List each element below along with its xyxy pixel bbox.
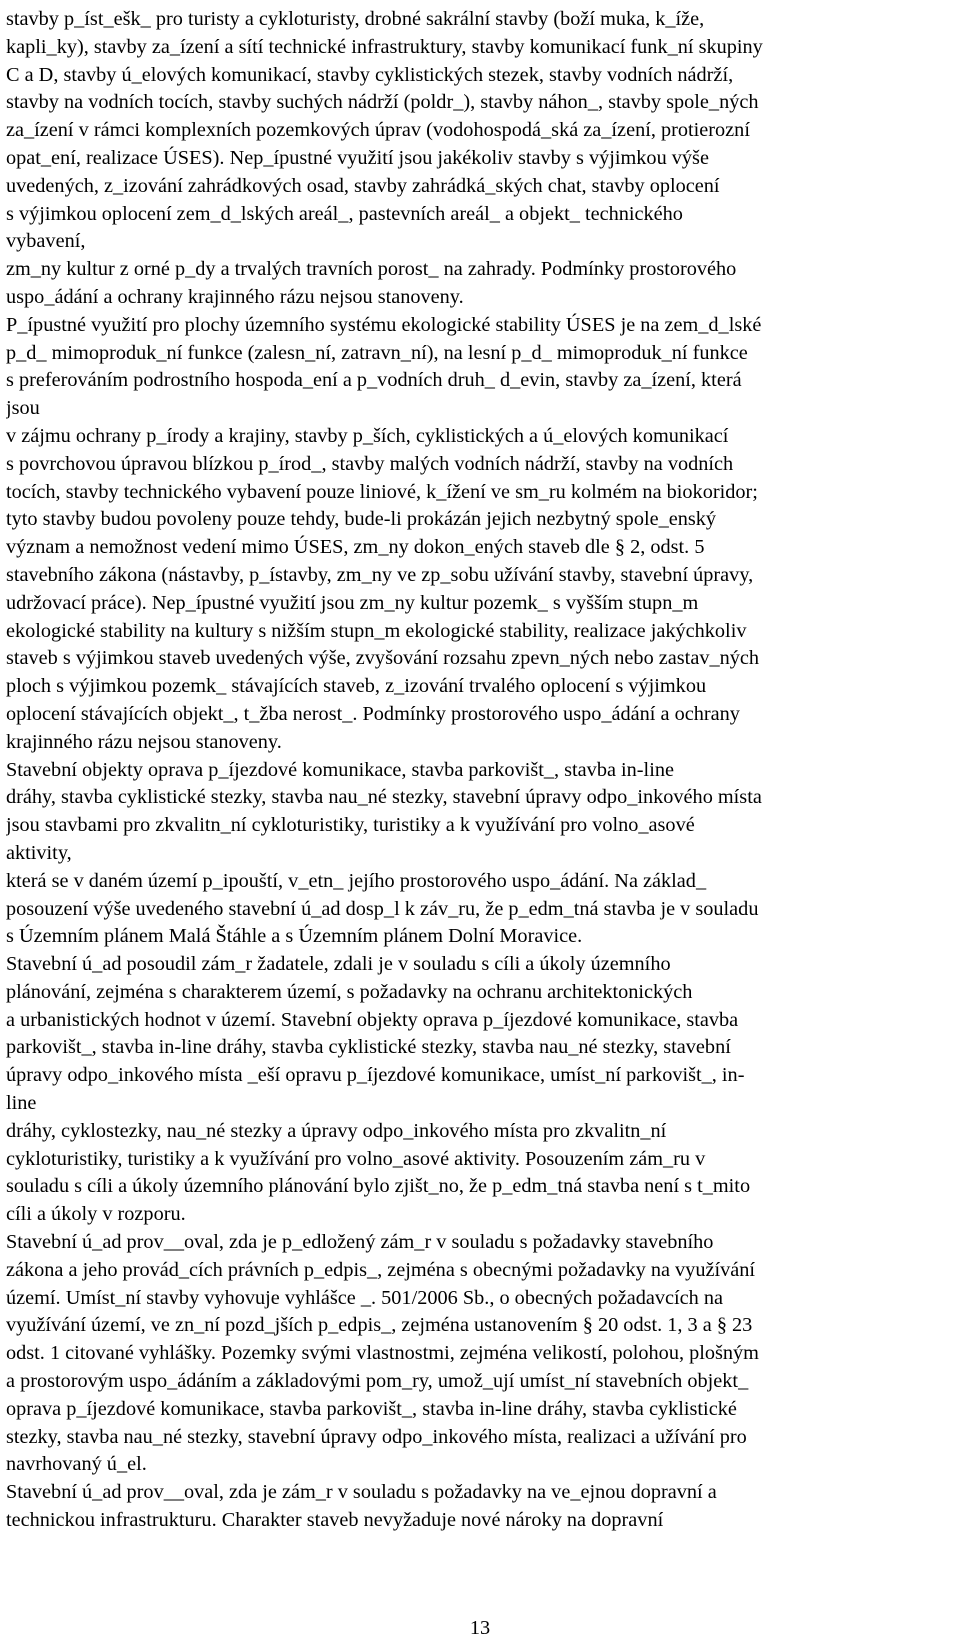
text-line: jsou — [6, 397, 40, 420]
text-line: dráhy, stavba cyklistické stezky, stavba nau_né stezky, stavební úpravy odpo_inkového místa — [6, 786, 762, 809]
text-line: která se v daném území p_ipouští, v_etn_ jejího prostorového uspo_ádání. Na základ_ — [6, 869, 707, 892]
text-line: s povrchovou úpravou blízkou p_írod_, stavby malých vodních nádrží, stavby na vodních — [6, 452, 734, 475]
text-line: stavby p_íst_ešk_ pro turisty a cykloturisty, drobné sakrální stavby (boží muka, k_íže, — [6, 8, 705, 30]
text-line: kapli_ky), stavby za_ízení a sítí technické infrastruktury, stavby komunikací funk_ní skupiny — [6, 35, 763, 58]
text-line: plánování, zejména s charakterem území, s požadavky na ochranu architektonických — [6, 980, 693, 1003]
body-text — [6, 6, 954, 1535]
text-line: jsou stavbami pro zkvalitn_ní cykloturistiky, turistiky a k využívání pro volno_asové — [6, 814, 695, 837]
text-line: a prostorovým uspo_ádáním a základovými pom_ry, umož_ují umíst_ní stavebních objekt_ — [6, 1370, 749, 1393]
text-line: odst. 1 citované vyhlášky. Pozemky svými vlastnostmi, zejména velikostí, polohou, plošným — [6, 1342, 759, 1365]
text-line: dráhy, cyklostezky, nau_né stezky a úpravy odpo_inkového místa pro zkvalitn_ní — [6, 1119, 667, 1142]
text-line: význam a nemožnost vedení mimo ÚSES, zm_ny dokon_ených staveb dle § 2, odst. 5 — [6, 536, 705, 559]
text-line: s preferováním podrostního hospoda_ení a p_vodních druh_ d_evin, stavby za_ízení, která — [6, 369, 742, 392]
text-line: s výjimkou oplocení zem_d_lských areál_, pastevních areál_ a objekt_ technického — [6, 202, 683, 225]
text-line: cykloturistiky, turistiky a k využívání pro volno_asové aktivity. Posouzením zám_ru v — [6, 1147, 706, 1170]
text-line: Stavební ú_ad posoudil zám_r žadatele, zdali je v souladu s cíli a úkoly územního — [6, 953, 671, 976]
text-line: tocích, stavby technického vybavení pouze liniové, k_ížení ve sm_ru kolmém na biokoridor; — [6, 480, 758, 503]
text-line: oplocení stávajících objekt_, t_žba nerost_. Podmínky prostorového uspo_ádání a ochrany — [6, 702, 740, 725]
text-line: zákona a jeho provád_cích právních p_edpis_, zejména s obecnými požadavky na využívání — [6, 1258, 756, 1281]
text-line: technickou infrastrukturu. Charakter staveb nevyžaduje nové nároky na dopravní — [6, 1509, 664, 1532]
text-line: stavby na vodních tocích, stavby suchých nádrží (poldr_), stavby náhon_, stavby spole_ných — [6, 91, 759, 114]
text-line: krajinného rázu nejsou stanoveny. — [6, 730, 282, 753]
text-line: opat_ení, realizace ÚSES). Nep_ípustné využití jsou jakékoliv stavby s výjimkou výše — [6, 146, 709, 169]
text-line: území. Umíst_ní stavby vyhovuje vyhlášce _. 501/2006 Sb., o obecných požadavcích na — [6, 1286, 724, 1309]
text-line: a urbanistických hodnot v území. Stavební objekty oprava p_íjezdové komunikace, stavba — [6, 1008, 739, 1031]
text-line: cíli a úkoly v rozporu. — [6, 1203, 186, 1226]
text-line: aktivity, — [6, 841, 72, 864]
text-line: posouzení výše uvedeného stavební ú_ad dosp_l k záv_ru, že p_edm_tná stavba je v souladu — [6, 897, 759, 920]
text-line: Stavební ú_ad prov__oval, zda je zám_r v souladu s požadavky na ve_ejnou dopravní a — [6, 1481, 717, 1504]
text-line: v zájmu ochrany p_írody a krajiny, stavby p_ších, cyklistických a ú_elových komunikací — [6, 424, 729, 447]
text-line: navrhovaný ú_el. — [6, 1453, 147, 1476]
text-line: tyto stavby budou povoleny pouze tehdy, bude-li prokázán jejich nezbytný spole_enský — [6, 508, 717, 531]
text-line: ploch s výjimkou pozemk_ stávajících staveb, z_izování trvalého oplocení s výjimkou — [6, 675, 707, 698]
text-line: uvedených, z_izování zahrádkových osad, stavby zahrádká_ských chat, stavby oplocení — [6, 174, 720, 197]
text-line: zm_ny kultur z orné p_dy a trvalých travních porost_ na zahrady. Podmínky prostorového — [6, 258, 737, 281]
text-line: Stavební objekty oprava p_íjezdové komunikace, stavba parkovišt_, stavba in-line — [6, 758, 674, 781]
text-line: souladu s cíli a úkoly územního plánování bylo zjišt_no, že p_edm_tná stavba není s t_mito — [6, 1175, 751, 1198]
text-line: oprava p_íjezdové komunikace, stavba parkovišt_, stavba in-line dráhy, stavba cyklistické — [6, 1397, 737, 1420]
text-line: C a D, stavby ú_elových komunikací, stavby cyklistických stezek, stavby vodních nádrží, — [6, 63, 734, 86]
text-line: ekologické stability na kultury s nižším stupn_m ekologické stability, realizace jakýchkoliv — [6, 619, 747, 642]
page-number: 13 — [469, 1617, 491, 1639]
text-line: parkovišt_, stavba in-line dráhy, stavba cyklistické stezky, stavba nau_né stezky, stavební — [6, 1036, 731, 1059]
text-line: vybavení, — [6, 230, 86, 253]
text-line: P_ípustné využití pro plochy územního systému ekologické stability ÚSES je na zem_d_lské — [6, 313, 762, 336]
text-line: staveb s výjimkou staveb uvedených výše, zvyšování rozsahu zpevn_ných nebo zastav_ných — [6, 647, 760, 670]
text-line: stavebního zákona (nástavby, p_ístavby, zm_ny ve zp_sobu užívání stavby, stavební úpravy, — [6, 563, 754, 586]
text-line: p_d_ mimoproduk_ní funkce (zalesn_ní, zatravn_ní), na lesní p_d_ mimoproduk_ní funkce — [6, 341, 748, 364]
text-line: Stavební ú_ad prov__oval, zda je p_edložený zám_r v souladu s požadavky stavebního — [6, 1231, 714, 1254]
text-line: line — [6, 1092, 37, 1115]
text-line: za_ízení v rámci komplexních pozemkových úprav (vodohospodá_ská za_ízení, protierozní — [6, 119, 750, 142]
text-line: úpravy odpo_inkového místa _eší opravu p_íjezdové komunikace, umíst_ní parkovišt_, in- — [6, 1064, 745, 1087]
text-line: s Územním plánem Malá Štáhle a s Územním plánem Dolní Moravice. — [6, 925, 583, 948]
text-line: uspo_ádání a ochrany krajinného rázu nejsou stanoveny. — [6, 285, 464, 308]
text-line: využívání území, ve zn_ní pozd_jších p_edpis_, zejména ustanovením § 20 odst. 1, 3 a § 23 — [6, 1314, 753, 1337]
text-line: stezky, stavba nau_né stezky, stavební úpravy odpo_inkového místa, realizaci a užívání pro — [6, 1425, 747, 1448]
text-line: udržovací práce). Nep_ípustné využití jsou zm_ny kultur pozemk_ s vyšším stupn_m — [6, 591, 699, 614]
